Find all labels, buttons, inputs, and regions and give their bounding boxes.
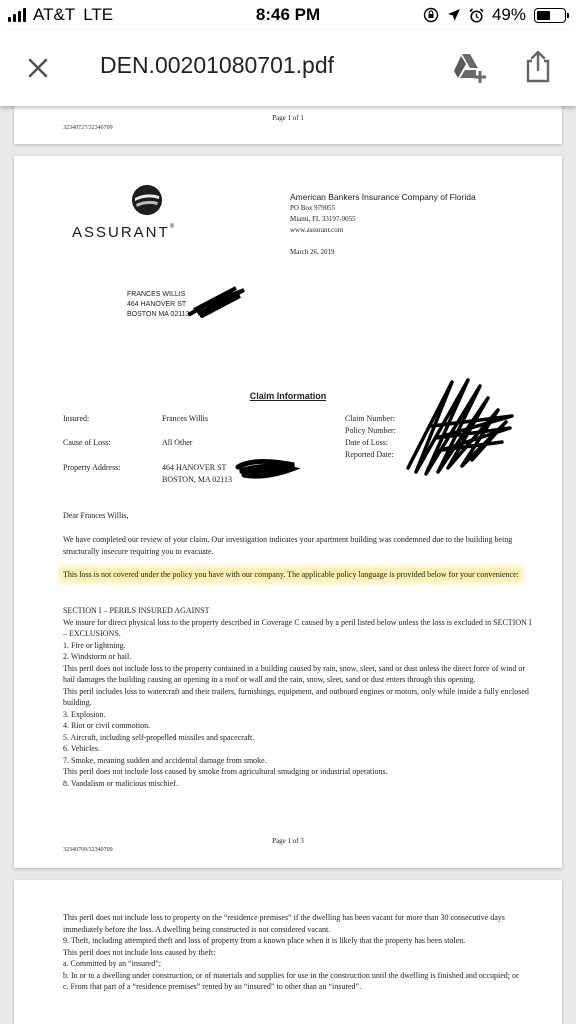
carrier-group (8, 5, 113, 25)
property-line2: BOSTON, MA 02113 (162, 475, 233, 484)
section-line: 2. Windstorm or hail. (63, 652, 132, 661)
pdf-page-2 (14, 156, 562, 868)
doc-id: 32340709/32340709 (63, 847, 113, 853)
redaction-scribble (402, 376, 518, 478)
section-line: 6. Vehicles. (63, 744, 100, 753)
battery-level (537, 11, 550, 20)
property-line1: 464 HANOVER ST (162, 463, 227, 472)
policy-number-label: Policy Number: (345, 426, 396, 435)
section-line: This peril includes loss to watercraft and their trailers, furnishings, equipment, and outboard engines or motors, only while inside a fully enclosed building. (63, 686, 529, 707)
text-line: This peril does not include loss to property on the “residence premises” if the dwelling has been vacant for more than 30 consecutive days immediately before the loss. A dwelling being constructed is not considered vacant. (63, 913, 505, 934)
cause-label: Cause of Loss: (63, 438, 111, 447)
signal-bars-icon (8, 8, 26, 22)
section-line: 7. Smoke, meaning sudden and accidental damage from smoke. (63, 755, 267, 765)
section-line: This peril does not include loss to the property contained in a building caused by rain, snow, sleet, sand or dust unless the direct force of wind or hail damages the building causing an opening in a roof or wall and the rain, snow, sleet, sand or dust enters through this opening. (63, 663, 526, 684)
location-arrow-icon (447, 8, 461, 22)
sender-address (290, 191, 476, 258)
page-number: Page 1 of 3 (272, 837, 304, 845)
letter-date: March 26, 2019 (290, 248, 335, 256)
status-bar (0, 0, 576, 30)
assurant-logo-text: ASSURANT® (72, 224, 177, 241)
policy-section (63, 605, 533, 789)
network-label: LTE (83, 5, 114, 24)
po-box: PO Box 979055 (290, 204, 336, 212)
website: www.assurant.com (290, 226, 344, 234)
recipient-street: 464 HANOVER ST (127, 301, 187, 308)
company-name: American Bankers Insurance Company of Florida (290, 192, 476, 202)
date-of-loss-label: Date of Loss: (345, 438, 389, 447)
file-title: DEN.00201080701.pdf (100, 52, 335, 78)
close-icon (28, 58, 48, 78)
recipient-city: BOSTON MA 02113 (127, 311, 190, 318)
text-line: c. From that part of a “residence premises” rented by an “insured” to other than an “insured”. (63, 982, 362, 991)
insured-label: Insured: (63, 414, 90, 423)
page3-text (63, 912, 533, 993)
page-number: Page 1 of 1 (272, 114, 304, 122)
close-button[interactable] (22, 52, 54, 84)
share-button[interactable] (520, 48, 556, 84)
section-line: 5. Aircraft, including self-propelled missiles and spacecraft. (63, 732, 255, 742)
orientation-lock-icon (423, 7, 439, 23)
pdf-page-3 (14, 880, 562, 1024)
pdf-page-1 (14, 100, 562, 144)
battery-icon (534, 8, 566, 23)
text-line: b. In or to a dwelling under construction, or of materials and supplies for use in the construction until the dwelling is finished and occupied; or (63, 970, 519, 980)
salutation: Dear Frances Willis, (63, 511, 129, 520)
claim-info-title: Claim Information (249, 391, 327, 401)
paragraph-1: We have completed our review of your claim. Our investigation indicates your apartment building was condemned due to the building being structurally insecure requiring you to evacuate. (63, 535, 513, 556)
clock: 8:46 PM (255, 5, 321, 24)
highlighted-text: This loss is not covered under the policy you have with our company. The applicable policy language is provided below for your convenience: (63, 570, 519, 579)
assurant-logo-mark (132, 185, 162, 215)
recipient-name: FRANCES WILLIS (127, 291, 186, 298)
section-line: 8. Vandalism or malicious mischief. (63, 778, 178, 788)
section-line: 1. Fire or lightning. (63, 640, 126, 650)
section-line: SECTION I – PERILS INSURED AGAINST (63, 606, 210, 615)
text-line: This peril does not include loss caused by theft: (63, 947, 216, 957)
text-line: 9. Theft, including attempted theft and loss of property from a known place when it is likely that the property has been stolen. (63, 936, 466, 945)
status-icons (423, 5, 566, 25)
cause-value: All Other (162, 438, 193, 447)
carrier-label: AT&T (33, 5, 76, 24)
section-line: 4. Riot or civil commotion. (63, 721, 151, 730)
recipient-address (127, 290, 189, 320)
insured-value: Frances Willis (162, 414, 208, 423)
share-icon (520, 48, 556, 84)
add-to-drive-icon (452, 50, 488, 86)
section-line: We insure for direct physical loss to the property described in Coverage C caused by a peril listed below unless the loss is excluded in SECTION I – EXCLUSIONS. (63, 617, 532, 638)
app-toolbar (0, 30, 576, 106)
alarm-icon (469, 8, 484, 23)
add-to-drive-button[interactable] (452, 50, 488, 86)
claim-number-label: Claim Number: (345, 414, 395, 423)
redaction-scribble (234, 449, 300, 481)
reported-date-label: Reported Date: (345, 450, 394, 459)
paragraph-2 (63, 569, 533, 581)
section-line: This peril does not include loss caused by smoke from agricultural smudging or industrial operations. (63, 767, 388, 776)
property-label: Property Address: (63, 463, 121, 472)
sender-city: Miami, FL 33197-9055 (290, 215, 356, 223)
battery-percent: 49% (491, 5, 526, 24)
text-line: a. Committed by an “insured”; (63, 959, 161, 968)
redaction-scribble (186, 284, 248, 318)
doc-id: 32340727/32340709 (63, 125, 113, 131)
section-line: 3. Explosion. (63, 709, 106, 719)
